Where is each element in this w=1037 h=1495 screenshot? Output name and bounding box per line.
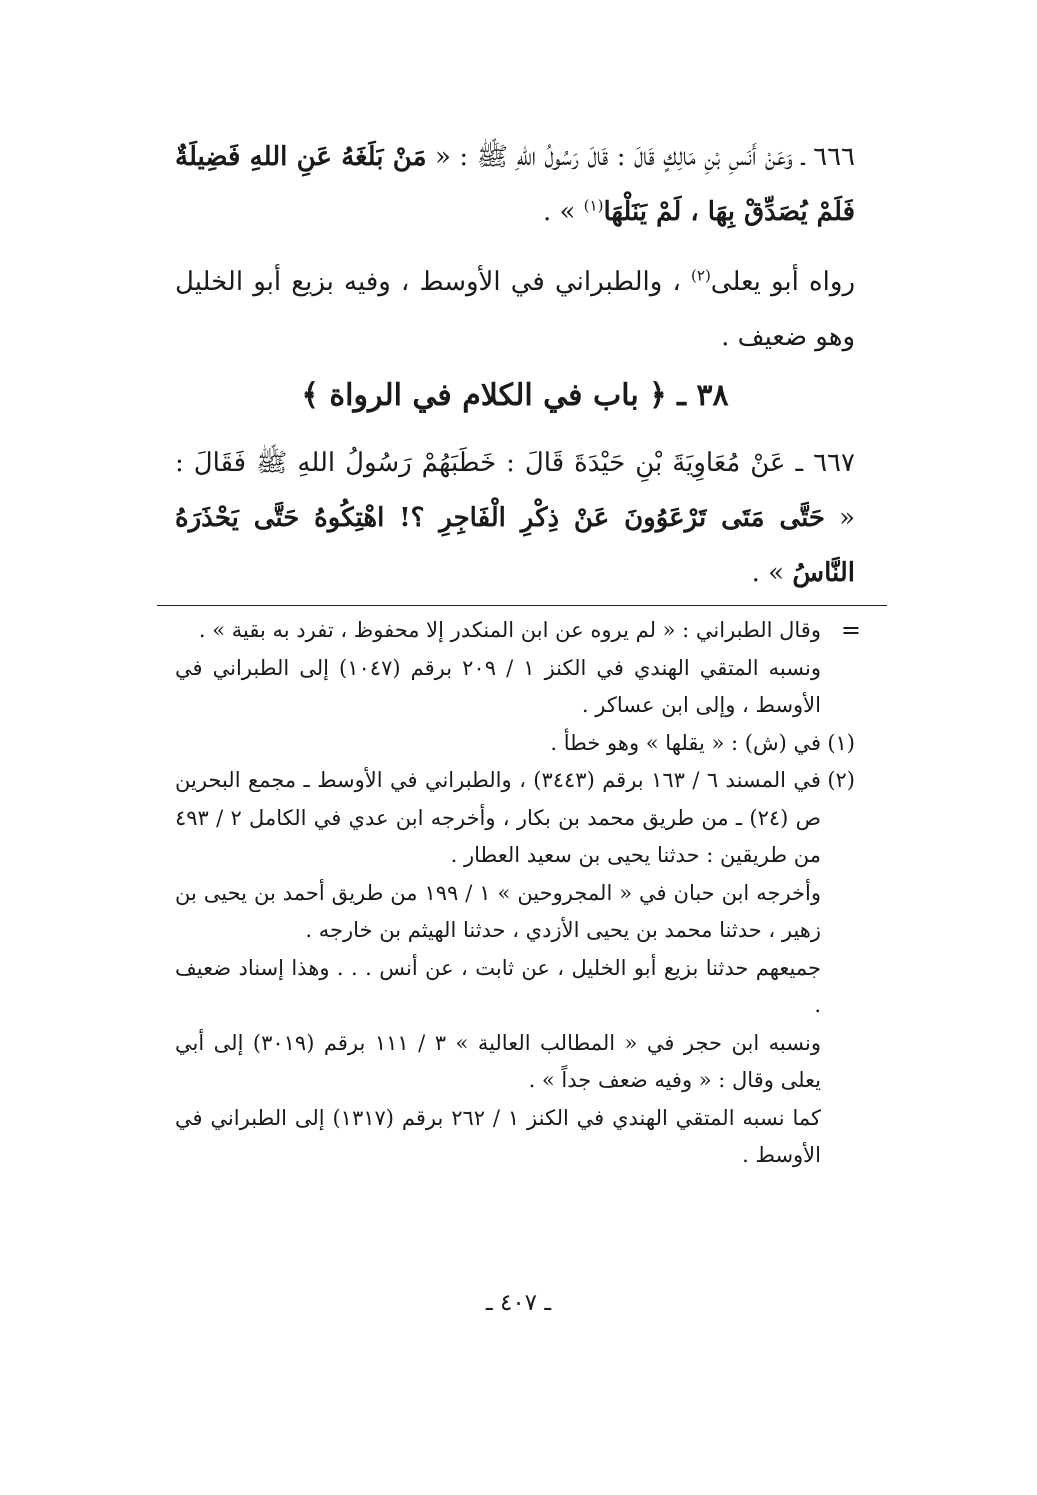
narration-666 [175, 255, 855, 365]
footnote-ref-1[interactable]: (١) [583, 196, 604, 215]
footnote-2-number: (٢) [827, 768, 855, 792]
page-number: ـ ٤٠٧ ـ [485, 1290, 552, 1316]
footnote-1 [175, 725, 855, 763]
hadith-667-intro: ٦٦٧ ـ عَنْ مُعَاوِيَةَ بْنِ حَيْدَةَ قَالَ : خَطَبَهُمْ رَسُولُ اللهِ ﷺ فَقَالَ : « [175, 448, 856, 533]
footnote-continuation-2: ونسبه المتقي الهندي في الكنز ١ / ٢٠٩ برقم (١٠٤٧) إلى الطبراني في الأوسط ، وإلى ابن عساكر . [175, 655, 821, 717]
hadith-666 [175, 130, 855, 240]
narration-666-after: ، والطبراني في الأوسط ، وفيه بزيع أبو الخليل وهو ضعيف . [175, 267, 855, 352]
footnote-2-text: في المسند ٦ / ١٦٣ برقم (٣٤٤٣) ، والطبراني في الأوسط ـ مجمع البحرين ص (٢٤) ـ من طريق محمد بن بكار ، وأخرجه ابن عدي في الكامل ٢ / ٤٩٣ من طريقين : حدثنا يحيى بن سعيد العطار . [175, 768, 821, 867]
hadith-667-close: » . [751, 558, 785, 588]
footnotes [175, 612, 855, 1175]
footnote-2-para-2: وأخرجه ابن حبان في « المجروحين » ١ / ١٩٩ من طريق أحمد بن يحيى بن زهير ، حدثنا محمد بن يحيى الأزدي ، حدثنا الهيثم بن خارجه . [175, 880, 822, 942]
hadith-666-close: » . [542, 197, 576, 227]
footnote-2-para-5: كما نسبه المتقي الهندي في الكنز ١ / ٢٦٢ برقم (١٣١٧) إلى الطبراني في الأوسط . [175, 1105, 821, 1167]
hadith-666-text: مَنْ بَلَغَهُ عَنِ اللهِ فَضِيلَةٌ فَلَمْ يُصَدِّقْ بِهَا ، لَمْ يَنَلْهَا [175, 142, 855, 227]
hadith-667-text: حَتَّى مَتَى تَرْعَوُونَ عَنْ ذِكْرِ الْفَاجِرِ ؟! اهْتِكُوهُ حَتَّى يَحْذَرَهُ النَّاسُ [175, 503, 855, 588]
narration-666-before: رواه أبو يعلى [710, 267, 855, 297]
footnote-1-text: في (ش) : « يقلها » وهو خطأ . [550, 730, 821, 755]
footnote-continuation-1: وقال الطبراني : « لم يروه عن ابن المنكدر إلا محفوظ ، تفرد به بقية » . [198, 618, 821, 642]
hadith-667 [175, 436, 855, 601]
continuation-mark: = [840, 616, 861, 644]
footnote-separator [157, 605, 887, 606]
chapter-heading: ٣٨ ـ ﴿ باب في الكلام في الرواة ﴾ [301, 378, 729, 413]
footnote-2-para-4: ونسبه ابن حجر في « المطالب العالية » ٣ / ١١١ برقم (٣٠١٩) إلى أبي يعلى وقال : « وفيه ضعف جداً » . [175, 1030, 821, 1092]
footnote-2 [175, 762, 855, 875]
footnote-ref-2[interactable]: (٢) [691, 266, 711, 285]
footnote-2-para-3: جميعهم حدثنا بزيع أبو الخليل ، عن ثابت ، عن أنس . . . وهذا إسناد ضعيف . [175, 955, 821, 1017]
hadith-666-intro: ٦٦٦ ـ وَعَنْ أَنَسِ بْنِ مَالِكٍ قَالَ : قَالَ رَسُولُ اللهِ ﷺ : « [435, 142, 856, 172]
footnote-1-number: (١) [827, 730, 855, 755]
